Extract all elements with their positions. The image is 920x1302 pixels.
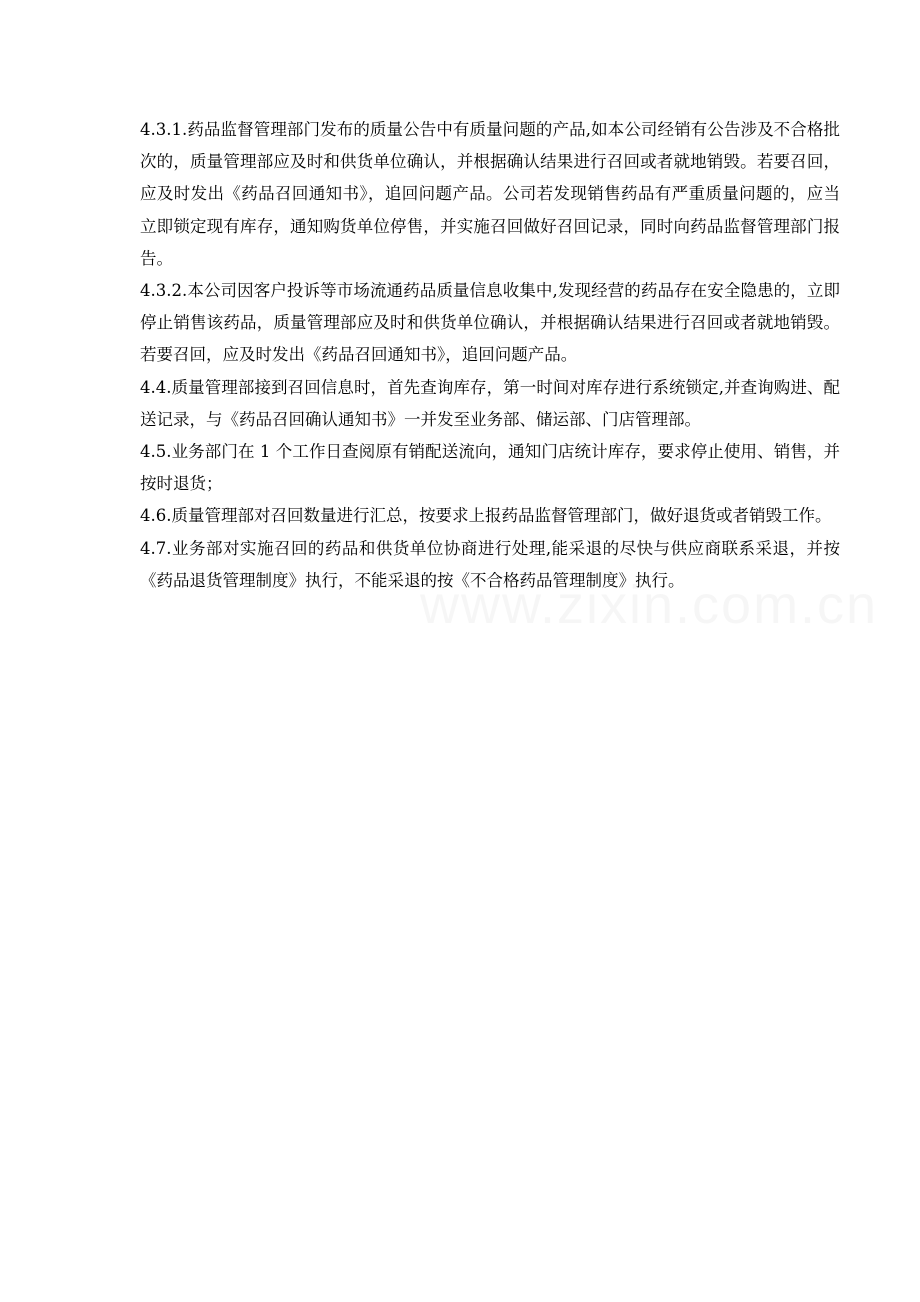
- paragraph-4-5: 4.5.业务部门在 1 个工作日查阅原有销配送流向，通知门店统计库存，要求停止使用、销售，并按时退货；: [140, 442, 840, 494]
- paragraph-4-3-1: 4.3.1.药品监督管理部门发布的质量公告中有质量问题的产品,如本公司经销有公告涉及不合格批次的，质量管理部应及时和供货单位确认，并根据确认结果进行召回或者就地销毁。若要召回，应及时发出《药品召回通知书》，追回问题产品。公司若发现销售药品有严重质量问题的，应当立即锁定现有库存，通知购货单位停售，并实施召回做好召回记录，同时向药品监督管理部门报告。: [140, 120, 840, 268]
- paragraph-4-7: 4.7.业务部对实施召回的药品和供货单位协商进行处理,能采退的尽快与供应商联系采退，并按《药品退货管理制度》执行，不能采退的按《不合格药品管理制度》执行。: [140, 538, 840, 590]
- document-body: [140, 114, 840, 597]
- paragraph-4-3-2: 4.3.2.本公司因客户投诉等市场流通药品质量信息收集中,发现经营的药品存在安全隐患的，立即停止销售该药品，质量管理部应及时和供货单位确认，并根据确认结果进行召回或者就地销毁。若要召回，应及时发出《药品召回通知书》，追回问题产品。: [140, 281, 840, 365]
- paragraph-4-4: 4.4.质量管理部接到召回信息时，首先查询库存，第一时间对库存进行系统锁定,并查询购进、配送记录，与《药品召回确认通知书》一并发至业务部、储运部、门店管理部。: [140, 377, 840, 429]
- paragraph-4-6: 4.6.质量管理部对召回数量进行汇总，按要求上报药品监督管理部门，做好退货或者销毁工作。: [140, 506, 832, 526]
